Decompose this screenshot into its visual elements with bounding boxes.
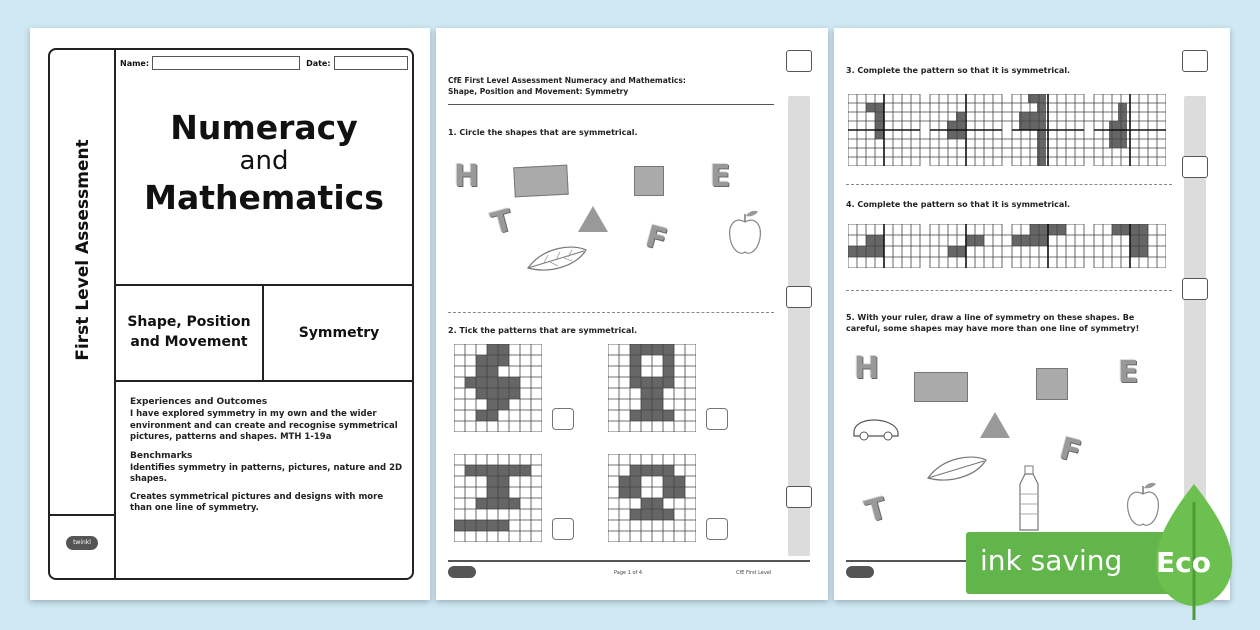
letter-f: F — [641, 218, 671, 259]
benchmark-2: Creates symmetrical pictures and designs with more than one line of symmetry. — [130, 491, 384, 514]
section-divider-2 — [846, 184, 1172, 185]
experiences-heading: Experiences and Outcomes — [130, 397, 268, 407]
date-label: Date: — [306, 58, 331, 68]
mark-box-q2[interactable] — [786, 486, 812, 508]
title-line-2: and — [239, 146, 289, 176]
tick-box-1[interactable] — [552, 408, 574, 430]
side-column — [50, 50, 116, 578]
question-5 — [846, 312, 1139, 334]
date-field[interactable] — [334, 56, 408, 70]
sheet-header-line-1: CfE First Level Assessment Numeracy and Mathematics: — [448, 76, 686, 85]
letter-f-2: F — [1055, 430, 1085, 471]
cover-page — [30, 28, 430, 600]
mark-box-q1[interactable] — [786, 286, 812, 308]
name-field[interactable] — [152, 56, 300, 70]
letter-t: T — [487, 202, 517, 243]
strand-label: Shape, Position and Movement — [116, 286, 264, 380]
strand-row — [116, 286, 412, 382]
letter-e: E — [710, 159, 731, 194]
leaf-icon — [524, 242, 590, 274]
rectangle-shape — [513, 165, 568, 198]
square-shape — [634, 166, 664, 196]
footer-right: CfE First Level — [736, 570, 772, 576]
ink-saving-badge — [966, 532, 1260, 594]
header-rule — [448, 104, 774, 105]
eco-label: Eco — [1156, 546, 1211, 579]
mark-box-q3[interactable] — [1182, 156, 1208, 178]
benchmark-1: Identifies symmetry in patterns, pictures, nature and 2D shapes. — [130, 462, 403, 485]
tick-box-4[interactable] — [706, 518, 728, 540]
q4-pattern-grids — [848, 224, 1166, 268]
triangle-shape — [578, 206, 608, 232]
tick-box-3[interactable] — [552, 518, 574, 540]
title-block — [116, 50, 412, 286]
apple-icon — [726, 208, 764, 258]
question-3: 3. Complete the pattern so that it is symmetrical. — [846, 66, 1071, 75]
letter-h-2: H — [854, 351, 880, 386]
footer-page: Page 1 of 4 — [614, 570, 643, 576]
title-line-3: Mathematics — [144, 178, 384, 217]
footer-logo — [448, 566, 476, 578]
tick-box-2[interactable] — [706, 408, 728, 430]
ink-saving-label: ink saving — [980, 544, 1123, 577]
letter-e-2: E — [1118, 355, 1139, 390]
logo-cell — [50, 514, 114, 578]
rectangle-shape-2 — [914, 372, 968, 402]
cover-frame — [48, 48, 414, 580]
footer-logo-2 — [846, 566, 874, 578]
score-box-2[interactable] — [1182, 50, 1208, 72]
sheet-header — [448, 76, 686, 97]
side-title: First Level Assessment — [73, 139, 93, 361]
letter-t-2: T — [861, 490, 891, 531]
benchmarks-heading: Benchmarks — [130, 450, 193, 461]
question-4: 4. Complete the pattern so that it is symmetrical. — [846, 200, 1071, 209]
mark-box-q4[interactable] — [1182, 278, 1208, 300]
title-line-1: Numeracy — [170, 108, 358, 147]
worksheet-page-1 — [436, 28, 828, 600]
bottle-icon — [1016, 464, 1042, 534]
question-2: 2. Tick the patterns that are symmetrical. — [448, 326, 638, 335]
question-5-line-1: 5. With your ruler, draw a line of symmetry on these shapes. Be — [846, 313, 1135, 322]
square-shape-2 — [1036, 368, 1068, 400]
twinkl-logo: twinkl — [66, 536, 98, 550]
triangle-shape-2 — [980, 412, 1010, 438]
score-box[interactable] — [786, 50, 812, 72]
q3-pattern-grids — [848, 94, 1166, 166]
pattern-grid-4 — [608, 454, 696, 542]
footer-rule — [448, 560, 810, 562]
name-date-row — [120, 56, 408, 70]
section-divider-3 — [846, 290, 1172, 291]
question-5-line-2: careful, some shapes may have more than one line of symmetry! — [846, 324, 1140, 334]
topic-label: Symmetry — [298, 325, 380, 341]
car-icon — [850, 414, 902, 442]
question-1: 1. Circle the shapes that are symmetrical. — [448, 128, 638, 137]
letter-h: H — [454, 159, 480, 194]
pattern-grid-2 — [608, 344, 696, 432]
experiences-text: I have explored symmetry in my own and the wider environment and can create and recognise symmetrical pictures, patterns and shapes. MTH 1-19a — [130, 409, 398, 443]
section-divider-1 — [448, 312, 774, 313]
leaf-icon-2 — [924, 452, 990, 484]
name-label: Name: — [120, 58, 150, 68]
pattern-grid-3 — [454, 454, 542, 542]
sheet-header-line-2: Shape, Position and Movement: Symmetry — [448, 86, 629, 96]
outcomes-section — [130, 396, 406, 521]
pattern-grid-1 — [454, 344, 542, 432]
